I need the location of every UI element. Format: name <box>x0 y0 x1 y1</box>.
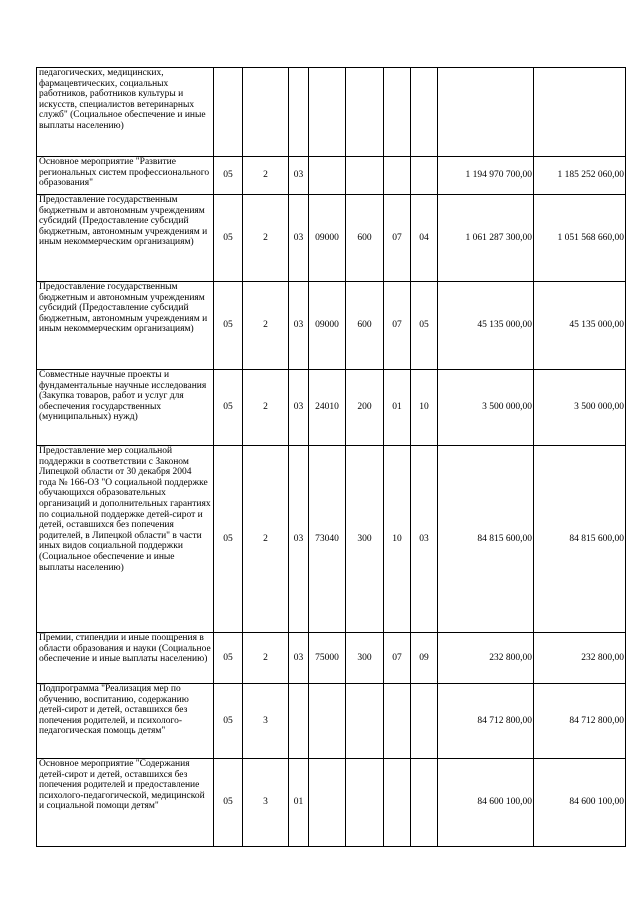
amount-year-1: 232 800,00 <box>438 633 534 684</box>
row-name: Предоставление государственным бюджетным и автономным учреждениям субсидий (Предоставление субсидий бюджетным, автономным учреждениям и иным некоммерческим организациям) <box>37 282 214 370</box>
code-event: 03 <box>289 195 309 282</box>
code-program: 05 <box>214 684 243 759</box>
code-subsection <box>411 759 438 847</box>
row-name: Основное мероприятие "Содержания детей-сирот и детей, оставшихся без попечения родителей и предоставление психолого-педагогической, медицинской и социальной помощи детям" <box>37 759 214 847</box>
amount-year-2: 232 800,00 <box>534 633 626 684</box>
amount-year-2: 84 600 100,00 <box>534 759 626 847</box>
code-program: 05 <box>214 282 243 370</box>
code-event: 03 <box>289 370 309 446</box>
amount-year-1: 84 712 800,00 <box>438 684 534 759</box>
code-section <box>384 684 411 759</box>
code-subsection: 09 <box>411 633 438 684</box>
amount-year-1: 1 194 970 700,00 <box>438 157 534 195</box>
code-subsection: 05 <box>411 282 438 370</box>
code-event: 03 <box>289 282 309 370</box>
code-expense-type: 300 <box>346 446 384 633</box>
code-subsection: 03 <box>411 446 438 633</box>
code-section <box>384 157 411 195</box>
amount-year-2: 45 135 000,00 <box>534 282 626 370</box>
code-direction: 73040 <box>309 446 346 633</box>
amount-year-1: 84 600 100,00 <box>438 759 534 847</box>
table-row <box>37 684 626 759</box>
code-program: 05 <box>214 157 243 195</box>
code-subprogram: 2 <box>243 157 289 195</box>
code-expense-type: 200 <box>346 370 384 446</box>
amount-year-2: 1 185 252 060,00 <box>534 157 626 195</box>
table-body <box>37 68 626 847</box>
code-event <box>289 684 309 759</box>
code-section: 07 <box>384 282 411 370</box>
code-program <box>214 68 243 157</box>
code-section: 07 <box>384 195 411 282</box>
code-direction: 75000 <box>309 633 346 684</box>
code-direction <box>309 68 346 157</box>
table-row <box>37 370 626 446</box>
code-program: 05 <box>214 759 243 847</box>
code-subsection: 04 <box>411 195 438 282</box>
code-program: 05 <box>214 370 243 446</box>
code-expense-type <box>346 759 384 847</box>
table-row <box>37 195 626 282</box>
code-subprogram: 3 <box>243 759 289 847</box>
code-section: 01 <box>384 370 411 446</box>
code-event: 03 <box>289 157 309 195</box>
code-program: 05 <box>214 446 243 633</box>
code-expense-type <box>346 157 384 195</box>
budget-table <box>36 67 626 847</box>
code-expense-type <box>346 68 384 157</box>
code-subprogram: 2 <box>243 633 289 684</box>
code-subsection <box>411 68 438 157</box>
amount-year-1: 1 061 287 300,00 <box>438 195 534 282</box>
row-name: Предоставление государственным бюджетным и автономным учреждениям субсидий (Предоставление субсидий бюджетным, автономным учреждениям и иным некоммерческим организациям) <box>37 195 214 282</box>
amount-year-2: 3 500 000,00 <box>534 370 626 446</box>
code-section <box>384 68 411 157</box>
code-direction: 09000 <box>309 282 346 370</box>
code-section <box>384 759 411 847</box>
table-row <box>37 633 626 684</box>
code-subprogram: 2 <box>243 370 289 446</box>
amount-year-1: 84 815 600,00 <box>438 446 534 633</box>
code-subprogram: 2 <box>243 446 289 633</box>
code-direction: 24010 <box>309 370 346 446</box>
code-direction <box>309 157 346 195</box>
amount-year-2: 84 712 800,00 <box>534 684 626 759</box>
amount-year-2: 84 815 600,00 <box>534 446 626 633</box>
code-expense-type: 600 <box>346 195 384 282</box>
code-expense-type: 300 <box>346 633 384 684</box>
code-subsection <box>411 684 438 759</box>
table-row <box>37 446 626 633</box>
code-section: 10 <box>384 446 411 633</box>
code-expense-type: 600 <box>346 282 384 370</box>
code-subprogram <box>243 68 289 157</box>
code-event: 01 <box>289 759 309 847</box>
amount-year-2 <box>534 68 626 157</box>
code-event: 03 <box>289 446 309 633</box>
amount-year-1: 45 135 000,00 <box>438 282 534 370</box>
row-name: Совместные научные проекты и фундаментальные научные исследования (Закупка товаров, работ и услуг для обеспечения государственных (муниципальных) нужд) <box>37 370 214 446</box>
row-name: Основное мероприятие "Развитие региональных систем профессионального образования" <box>37 157 214 195</box>
amount-year-2: 1 051 568 660,00 <box>534 195 626 282</box>
row-name: Подпрограмма "Реализация мер по обучению, воспитанию, содержанию детей-сирот и детей, оставшихся без попечения родителей, и психолого-педагогическая помощь детям" <box>37 684 214 759</box>
code-expense-type <box>346 684 384 759</box>
code-section: 07 <box>384 633 411 684</box>
row-name: Предоставление мер социальной поддержки в соответствии с Законом Липецкой области от 30 декабря 2004 года № 166-ОЗ "О социальной поддержке обучающихся образовательных организаций и дополнительных гарантиях по социальной поддержке детей-сирот и детей, оставшихся без попечения родителей, в Липецкой области" в части иных видов социальной поддержки (Социальное обеспечение и иные выплаты населению) <box>37 446 214 633</box>
code-event: 03 <box>289 633 309 684</box>
code-direction <box>309 759 346 847</box>
table-row <box>37 282 626 370</box>
code-direction <box>309 684 346 759</box>
amount-year-1: 3 500 000,00 <box>438 370 534 446</box>
code-program: 05 <box>214 633 243 684</box>
row-name: Премии, стипендии и иные поощрения в области образования и науки (Социальное обеспечение и иные выплаты населению) <box>37 633 214 684</box>
code-subprogram: 2 <box>243 195 289 282</box>
code-subprogram: 2 <box>243 282 289 370</box>
row-name: педагогических, медицинских, фармацевтических, социальных работников, работников культуры и искусств, специалистов ветеринарных служб" (Социальное обеспечение и иные выплаты населению) <box>37 68 214 157</box>
code-subsection <box>411 157 438 195</box>
table-row <box>37 759 626 847</box>
table-row <box>37 68 626 157</box>
table-row <box>37 157 626 195</box>
amount-year-1 <box>438 68 534 157</box>
code-direction: 09000 <box>309 195 346 282</box>
code-subprogram: 3 <box>243 684 289 759</box>
code-event <box>289 68 309 157</box>
code-program: 05 <box>214 195 243 282</box>
code-subsection: 10 <box>411 370 438 446</box>
